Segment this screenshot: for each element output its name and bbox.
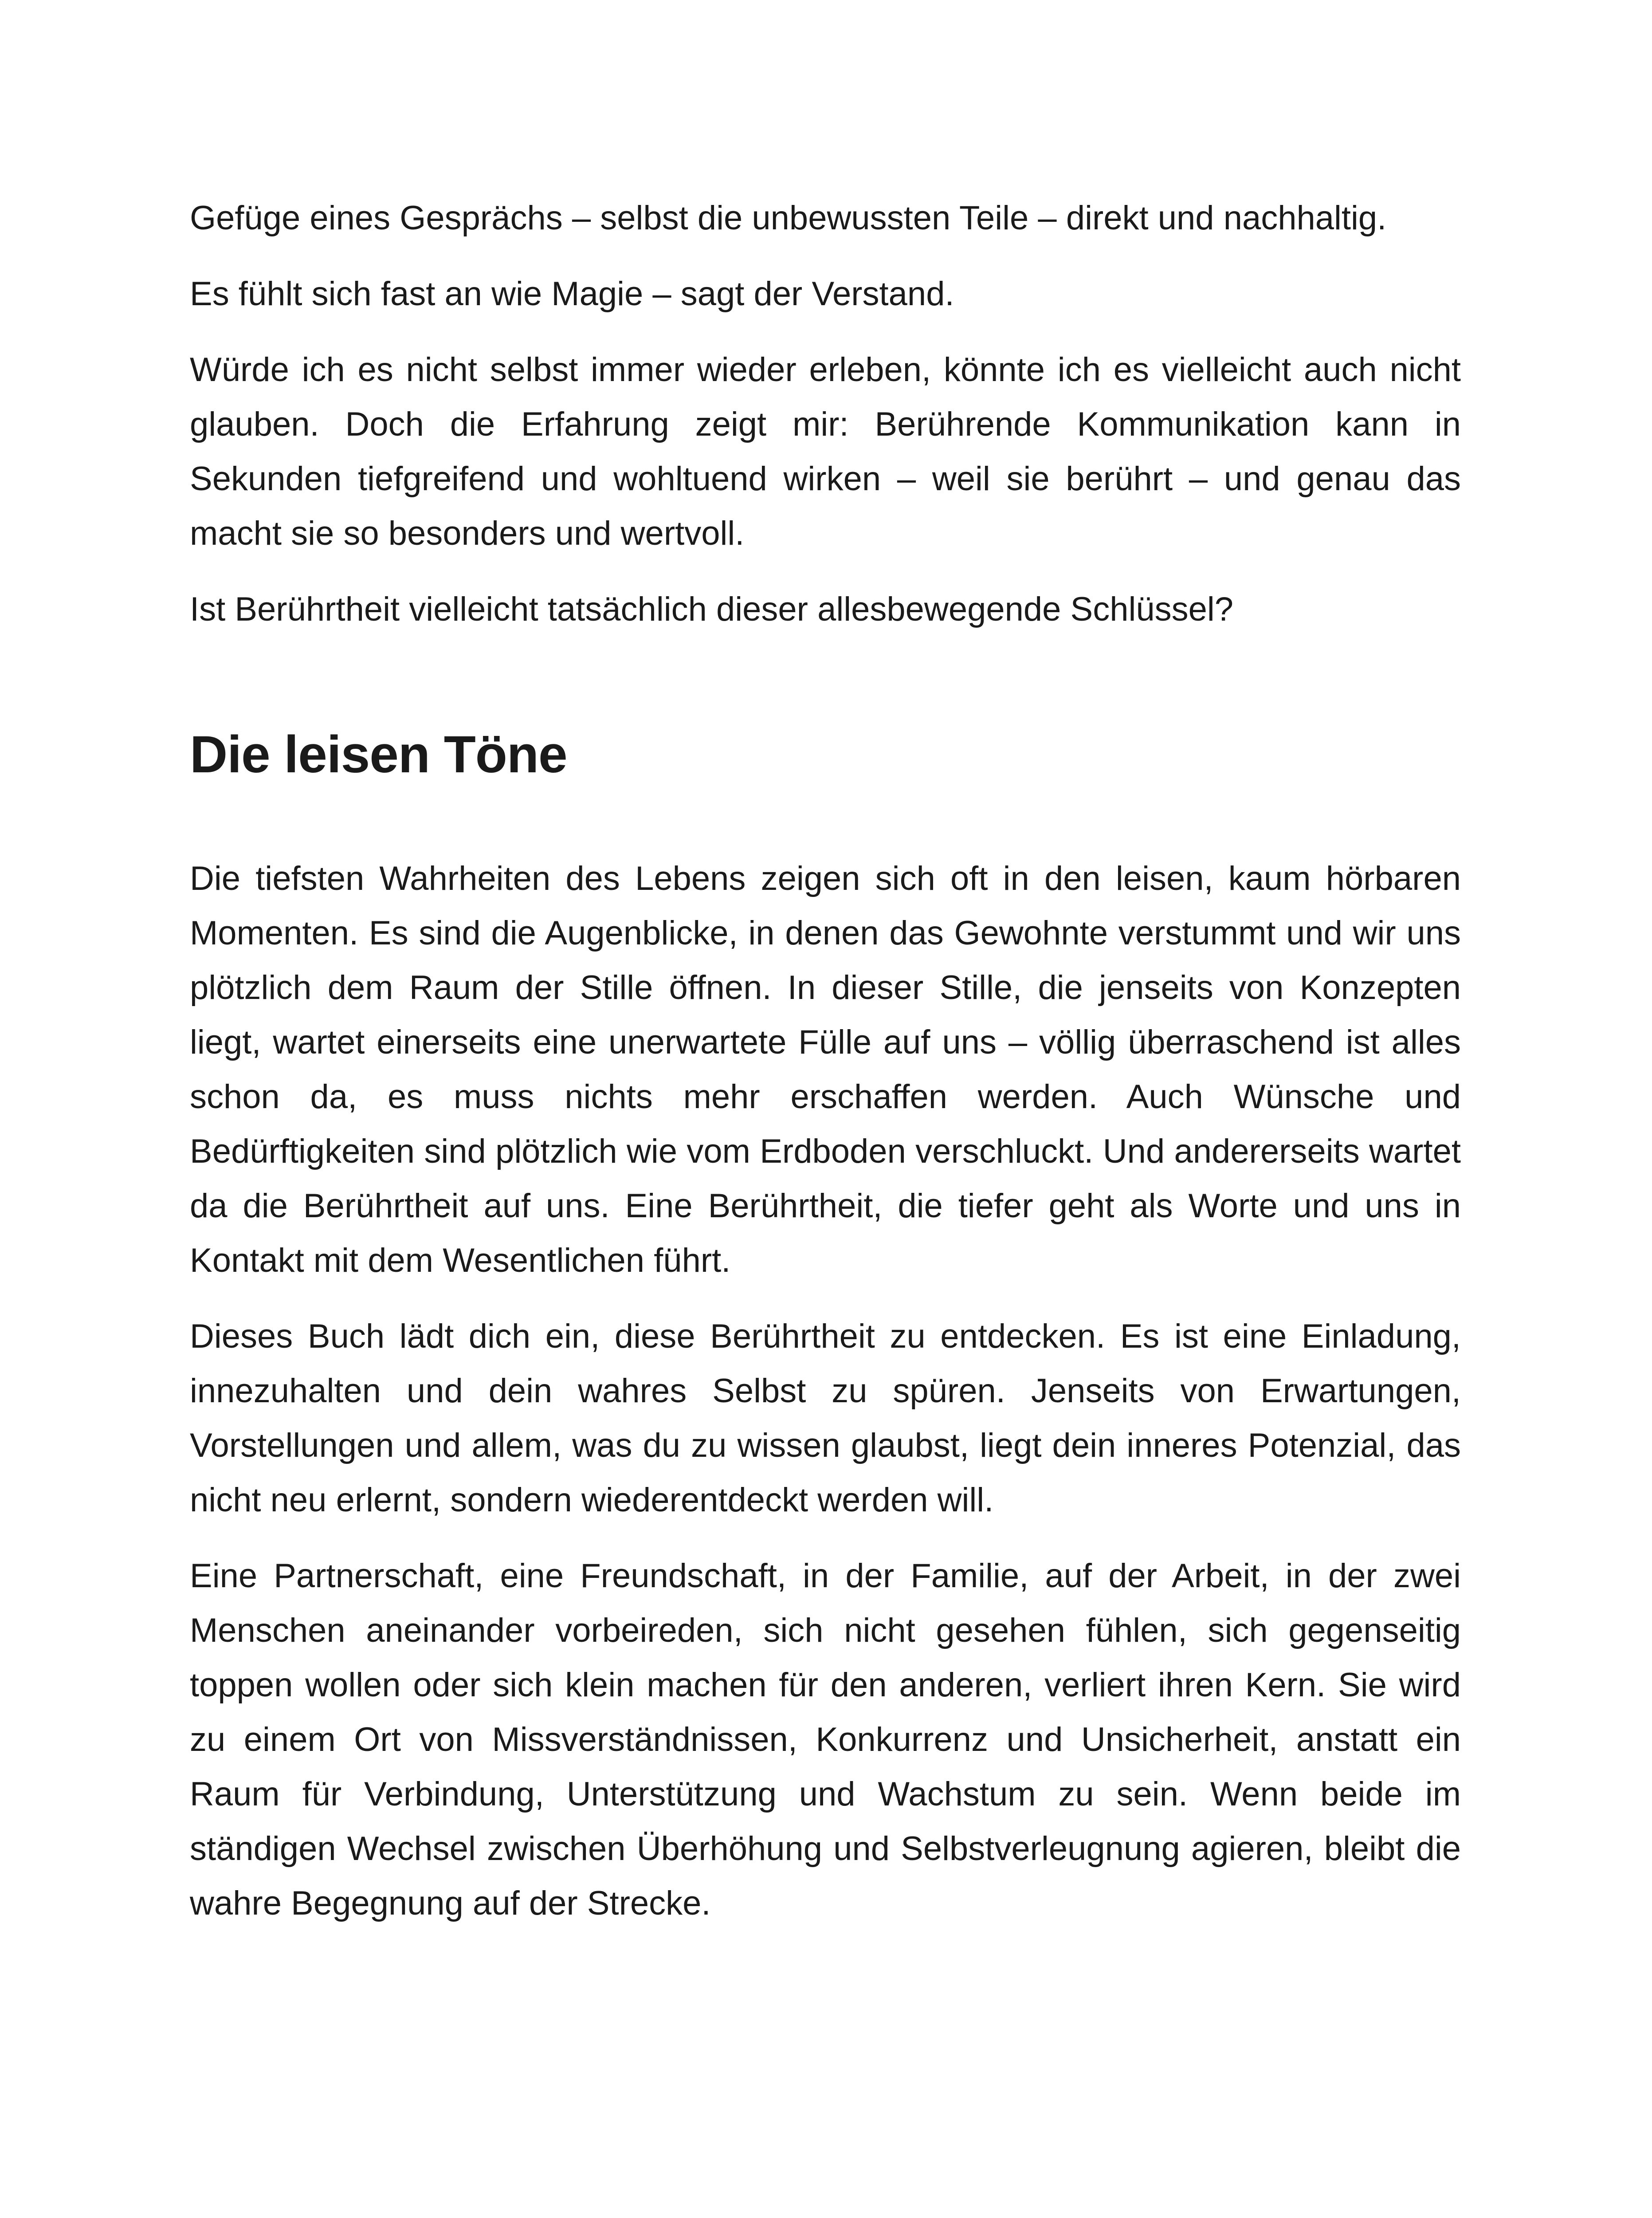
- paragraph: Es fühlt sich fast an wie Magie – sagt der Verstand.: [190, 275, 954, 313]
- section-heading: Die leisen Töne: [190, 725, 567, 784]
- paragraph: Gefüge eines Gesprächs – selbst die unbewussten Teile – direkt und nachhaltig.: [190, 199, 1387, 237]
- page-body: [190, 191, 1461, 1952]
- paragraph: Dieses Buch lädt dich ein, diese Berührtheit zu entdecken. Es ist eine Einladung, innezuhalten und dein wahres Selbst zu spüren. Jenseits von Erwartungen, Vorstellungen und allem, was du zu wissen glaubst, liegt dein inneres Potenzial, das nicht neu erlernt, sondern wiederentdeckt werden will.: [190, 1317, 1461, 1519]
- paragraph: Die tiefsten Wahrheiten des Lebens zeigen sich oft in den leisen, kaum hörbaren Momenten. Es sind die Augenblicke, in denen das Gewohnte verstummt und wir uns plötzlich dem Raum der Stille öffnen. In dieser Stille, die jenseits von Konzepten liegt, wartet einerseits eine unerwartete Fülle auf uns – völlig überraschend ist alles schon da, es muss nichts mehr erschaffen werden. Auch Wünsche und Bedürftigkeiten sind plötzlich wie vom Erdboden verschluckt. Und andererseits wartet da die Berührtheit auf uns. Eine Berührtheit, die tiefer geht als Worte und uns in Kontakt mit dem Wesentlichen führt.: [190, 860, 1461, 1279]
- paragraph: Eine Partnerschaft, eine Freundschaft, in der Familie, auf der Arbeit, in der zwei Menschen aneinander vorbeireden, sich nicht gesehen fühlen, sich gegenseitig toppen wollen oder sich klein machen für den anderen, verliert ihren Kern. Sie wird zu einem Ort von Missverständnissen, Konkurrenz und Unsicherheit, anstatt ein Raum für Verbindung, Unterstützung und Wachstum zu sein. Wenn beide im ständigen Wechsel zwischen Überhöhung und Selbstverleugnung agieren, bleibt die wahre Begegnung auf der Strecke.: [190, 1557, 1461, 1922]
- paragraph: Ist Berührtheit vielleicht tatsächlich dieser allesbewegende Schlüssel?: [190, 590, 1234, 628]
- paragraph: Würde ich es nicht selbst immer wieder erleben, könnte ich es vielleicht auch nicht glauben. Doch die Erfahrung zeigt mir: Berührende Kommunikation kann in Sekunden tiefgreifend und wohltuend wirken – weil sie berührt – und genau das macht sie so besonders und wertvoll.: [190, 351, 1461, 552]
